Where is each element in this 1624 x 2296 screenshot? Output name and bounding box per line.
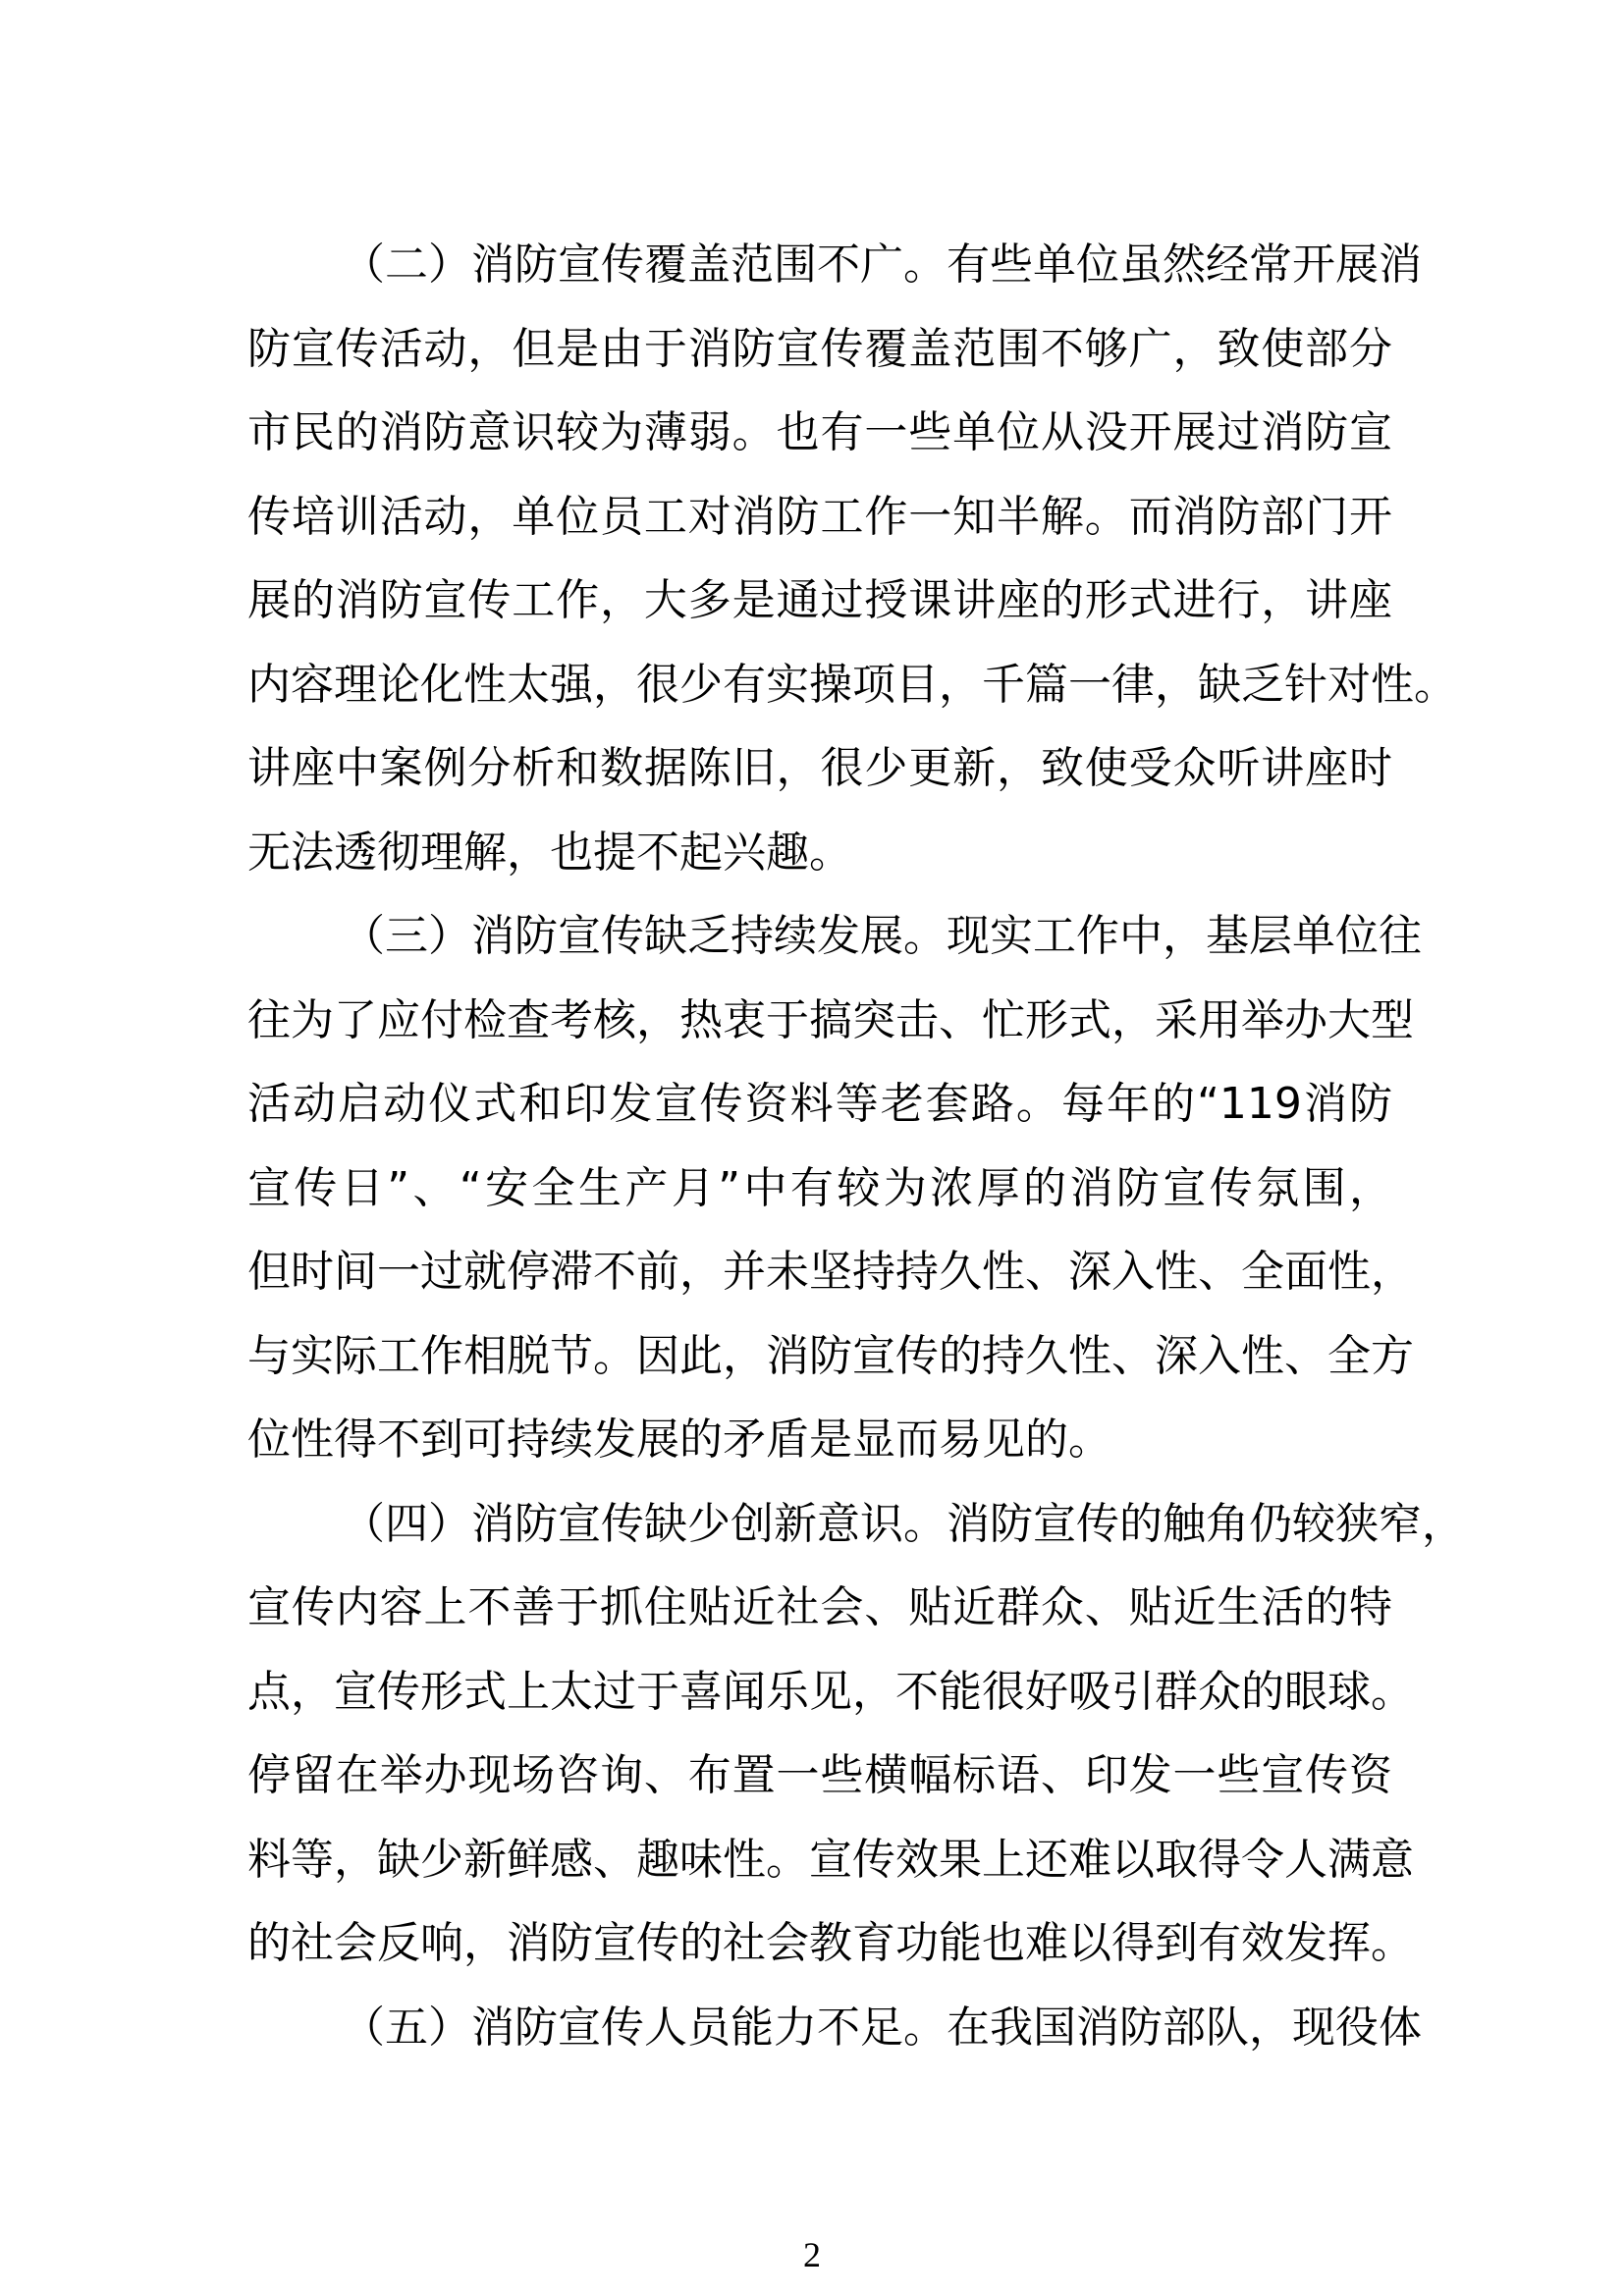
- paragraph-line: 活动启动仪式和印发宣传资料等老套路。每年的“119消防: [247, 1079, 1392, 1129]
- paragraph-line: 位性得不到可持续发展的矛盾是显而易见的。: [247, 1415, 1111, 1465]
- paragraph-line: 的社会反响，消防宣传的社会教育功能也难以得到有效发挥。: [247, 1918, 1414, 1968]
- paragraph-line: 停留在举办现场咨询、布置一些横幅标语、印发一些宣传资: [247, 1750, 1392, 1800]
- paragraph-line: 与实际工作相脱节。因此，消防宣传的持久性、深入性、全方: [247, 1330, 1414, 1381]
- paragraph-line: 防宣传活动，但是由于消防宣传覆盖范围不够广，致使部分: [247, 323, 1392, 374]
- paragraph-line: 点，宣传形式上太过于喜闻乐见，不能很好吸引群众的眼球。: [247, 1666, 1414, 1717]
- paragraph-line: 讲座中案例分析和数据陈旧，很少更新，致使受众听讲座时: [247, 743, 1392, 793]
- paragraph-line: 内容理论化性太强，很少有实操项目，千篇一律，缺乏针对性。: [247, 659, 1457, 710]
- paragraph-heading-line: （四）消防宣传缺少创新意识。消防宣传的触角仍较狭窄，: [342, 1498, 1465, 1549]
- paragraph-line: 传培训活动，单位员工对消防工作一知半解。而消防部门开: [247, 491, 1392, 542]
- paragraph-line: 往为了应付检查考核，热衷于搞突击、忙形式，采用举办大型: [247, 994, 1414, 1045]
- paragraph-line: 但时间一过就停滞不前，并未坚持持久性、深入性、全面性，: [247, 1247, 1414, 1297]
- paragraph-line: 宣传日”、“安全生产月”中有较为浓厚的消防宣传氛围，: [247, 1162, 1392, 1213]
- paragraph-line: 料等，缺少新鲜感、趣味性。宣传效果上还难以取得令人满意: [247, 1834, 1414, 1885]
- paragraph-heading-line: （二）消防宣传覆盖范围不广。有些单位虽然经常开展消: [342, 240, 1422, 290]
- paragraph-heading-line: （五）消防宣传人员能力不足。在我国消防部队，现役体: [342, 2002, 1422, 2053]
- paragraph-line: 无法透彻理解，也提不起兴趣。: [247, 827, 852, 878]
- page-number: 2: [803, 2235, 821, 2274]
- paragraph-line: 展的消防宣传工作，大多是通过授课讲座的形式进行，讲座: [247, 575, 1392, 625]
- paragraph-line: 市民的消防意识较为薄弱。也有一些单位从没开展过消防宣: [247, 407, 1392, 457]
- paragraph-heading-line: （三）消防宣传缺乏持续发展。现实工作中，基层单位往: [342, 911, 1422, 961]
- paragraph-line: 宣传内容上不善于抓住贴近社会、贴近群众、贴近生活的特: [247, 1582, 1392, 1632]
